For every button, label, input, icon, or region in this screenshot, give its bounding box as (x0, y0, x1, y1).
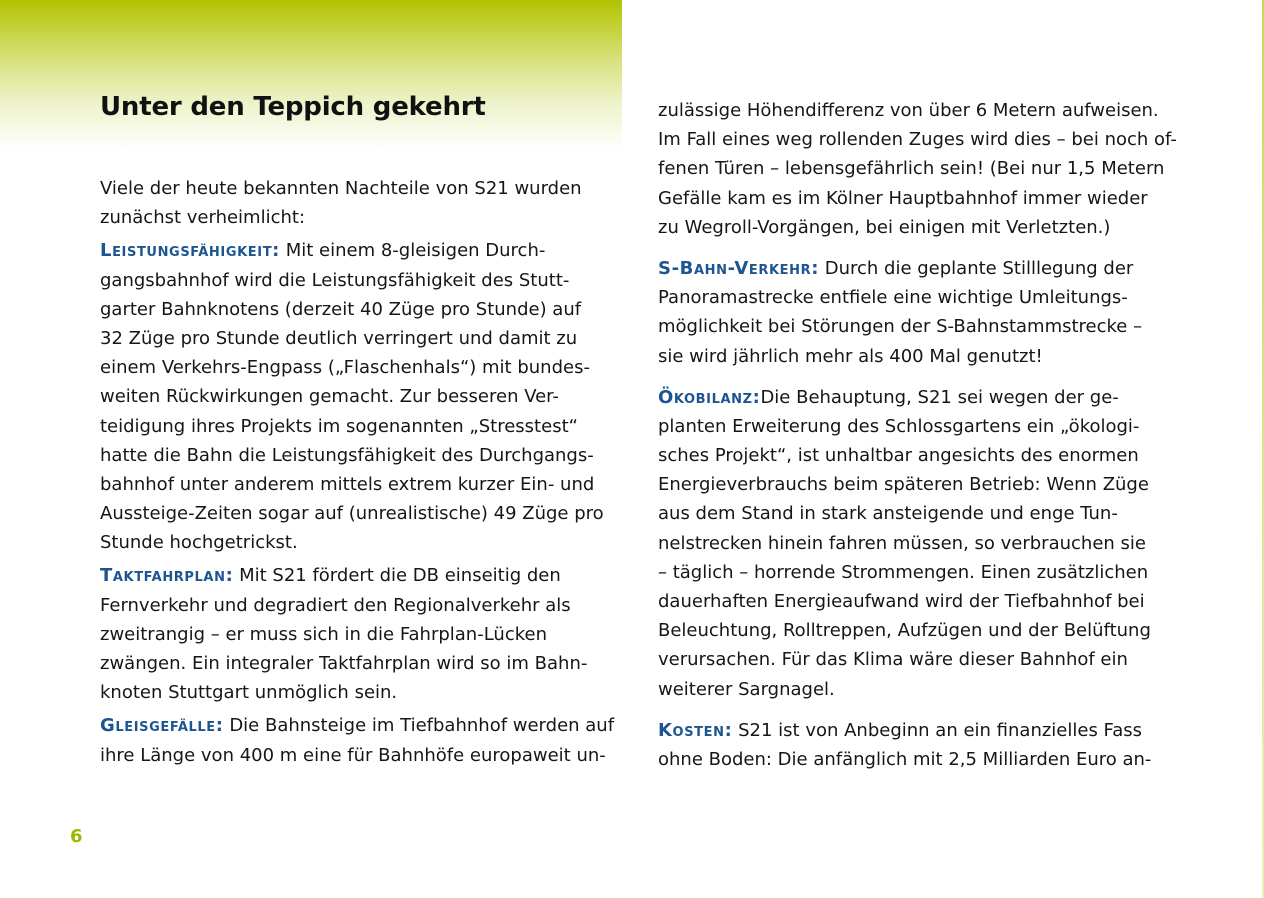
paragraph-line: verursachen. Für das Klima wäre dieser Bahnhof ein (658, 649, 1128, 671)
paragraph-line: ihre Länge von 400 m eine für Bahnhöfe europaweit un- (100, 744, 606, 766)
intro-line: Viele der heute bekannten Nachteile von S21 wurden (100, 178, 582, 199)
paragraph-line: zu Wegroll-Vorgängen, bei einigen mit Verletzten.) (658, 216, 1111, 238)
paragraph-line: ohne Boden: Die anfänglich mit 2,5 Milliarden Euro an- (658, 748, 1152, 770)
section-taktfahrplan (100, 561, 640, 707)
paragraph-line: 32 Züge pro Stunde deutlich verringert und damit zu (100, 327, 578, 349)
header-gradient-band (0, 0, 622, 150)
paragraph-line: Stunde hochgetrickst. (100, 532, 298, 554)
paragraph-line: teidigung ihres Projekts im sogenannten „Stresstest“ (100, 415, 578, 437)
paragraph-line: Energieverbrauchs beim späteren Betrieb: Wenn Züge (658, 474, 1149, 496)
right-column (658, 96, 1198, 774)
section-heading: Gleisgefälle: (100, 715, 224, 737)
paragraph-line: planten Erweiterung des Schlossgartens ein „ökologi- (658, 415, 1140, 437)
intro-paragraph (100, 174, 640, 232)
page-number: 6 (70, 826, 83, 847)
paragraph-line: möglichkeit bei Störungen der S-Bahnstammstrecke – (658, 316, 1143, 338)
section-heading: Kosten: (658, 719, 733, 741)
paragraph-line: sches Projekt“, ist unhaltbar angesichts des enormen (658, 445, 1139, 467)
paragraph-line: Im Fall eines weg rollenden Zuges wird dies – bei noch of- (658, 129, 1177, 151)
paragraph-line: bahnhof unter anderem mittels extrem kurzer Ein- und (100, 473, 595, 495)
paragraph-line: dauerhaften Energieaufwand wird der Tiefbahnhof bei (658, 591, 1145, 612)
section-text: Durch die geplante Stilllegung der (819, 257, 1134, 279)
paragraph-line: nelstrecken hinein fahren müssen, so verbrauchen sie (658, 532, 1146, 554)
section-text: S21 ist von Anbeginn an ein finanzielles Fass (732, 719, 1143, 741)
section-heading: S-Bahn-Verkehr: (658, 257, 819, 279)
paragraph-line: Aussteige-Zeiten sogar auf (unrealistische) 49 Züge pro (100, 503, 604, 525)
paragraph-line: zweitrangig – er muss sich in die Fahrplan-Lücken (100, 623, 547, 645)
paragraph-line (658, 383, 1198, 412)
section-s-bahn-verkehr (658, 254, 1198, 371)
section-text: Die Bahnsteige im Tiefbahnhof werden auf (223, 715, 615, 737)
section-heading: Taktfahrplan: (100, 565, 234, 587)
section-text: Die Behauptung, S21 sei wegen der ge- (760, 386, 1119, 408)
section-gleisgefaelle (100, 711, 640, 769)
page-title: Unter den Teppich gekehrt (100, 92, 486, 122)
paragraph-line: aus dem Stand in stark ansteigende und enge Tun- (658, 503, 1118, 525)
paragraph-line: weiten Rückwirkungen gemacht. Zur besseren Ver- (100, 386, 559, 408)
paragraph-line (100, 236, 640, 265)
section-heading: Leistungsfähigkeit: (100, 240, 280, 262)
left-column (100, 174, 640, 770)
paragraph-line: sie wird jährlich mehr als 400 Mal genutzt! (658, 345, 1043, 367)
paragraph-line: gangsbahnhof wird die Leistungsfähigkeit des Stutt- (100, 269, 570, 291)
section-text: Mit einem 8-gleisigen Durch- (279, 240, 546, 262)
paragraph-line: weiterer Sargnagel. (658, 678, 835, 700)
paragraph-line (658, 716, 1198, 745)
intro-line: zunächst verheimlicht: (100, 207, 306, 229)
paragraph-line: Fernverkehr und degradiert den Regionalverkehr als (100, 594, 571, 616)
paragraph-line: fenen Türen – lebensgefährlich sein! (Bei nur 1,5 Metern (658, 158, 1165, 180)
paragraph-line: hatte die Bahn die Leistungsfähigkeit des Durchgangs- (100, 444, 594, 466)
paragraph-line: zwängen. Ein integraler Taktfahrplan wird so im Bahn- (100, 653, 588, 674)
section-text: Mit S21 fördert die DB einseitig den (233, 565, 561, 587)
paragraph-line (658, 254, 1198, 283)
section-heading: Ökobilanz: (658, 386, 761, 408)
paragraph-line: knoten Stuttgart unmöglich sein. (100, 682, 398, 704)
paragraph-line: – täglich – horrende Strommengen. Einen zusätzlichen (658, 561, 1149, 583)
section-oekobilanz (658, 383, 1198, 704)
paragraph-line: einem Verkehrs-Engpass („Flaschenhals“) mit bundes- (100, 357, 590, 379)
section-kosten (658, 716, 1198, 774)
paragraph-line: Gefälle kam es im Kölner Hauptbahnhof immer wieder (658, 187, 1148, 209)
paragraph-line: zulässige Höhendifferenz von über 6 Metern aufweisen. (658, 100, 1159, 121)
paragraph-line (100, 561, 640, 590)
paragraph-line: Panoramastrecke entfiele eine wichtige Umleitungs- (658, 287, 1128, 309)
paragraph-line (100, 711, 640, 740)
paragraph-line: Beleuchtung, Rolltreppen, Aufzügen und der Belüftung (658, 620, 1151, 642)
paragraph-line: garter Bahnknotens (derzeit 40 Züge pro Stunde) auf (100, 298, 582, 320)
section-gleisgefaelle-continued (658, 96, 1198, 242)
section-leistungsfaehigkeit (100, 236, 640, 557)
